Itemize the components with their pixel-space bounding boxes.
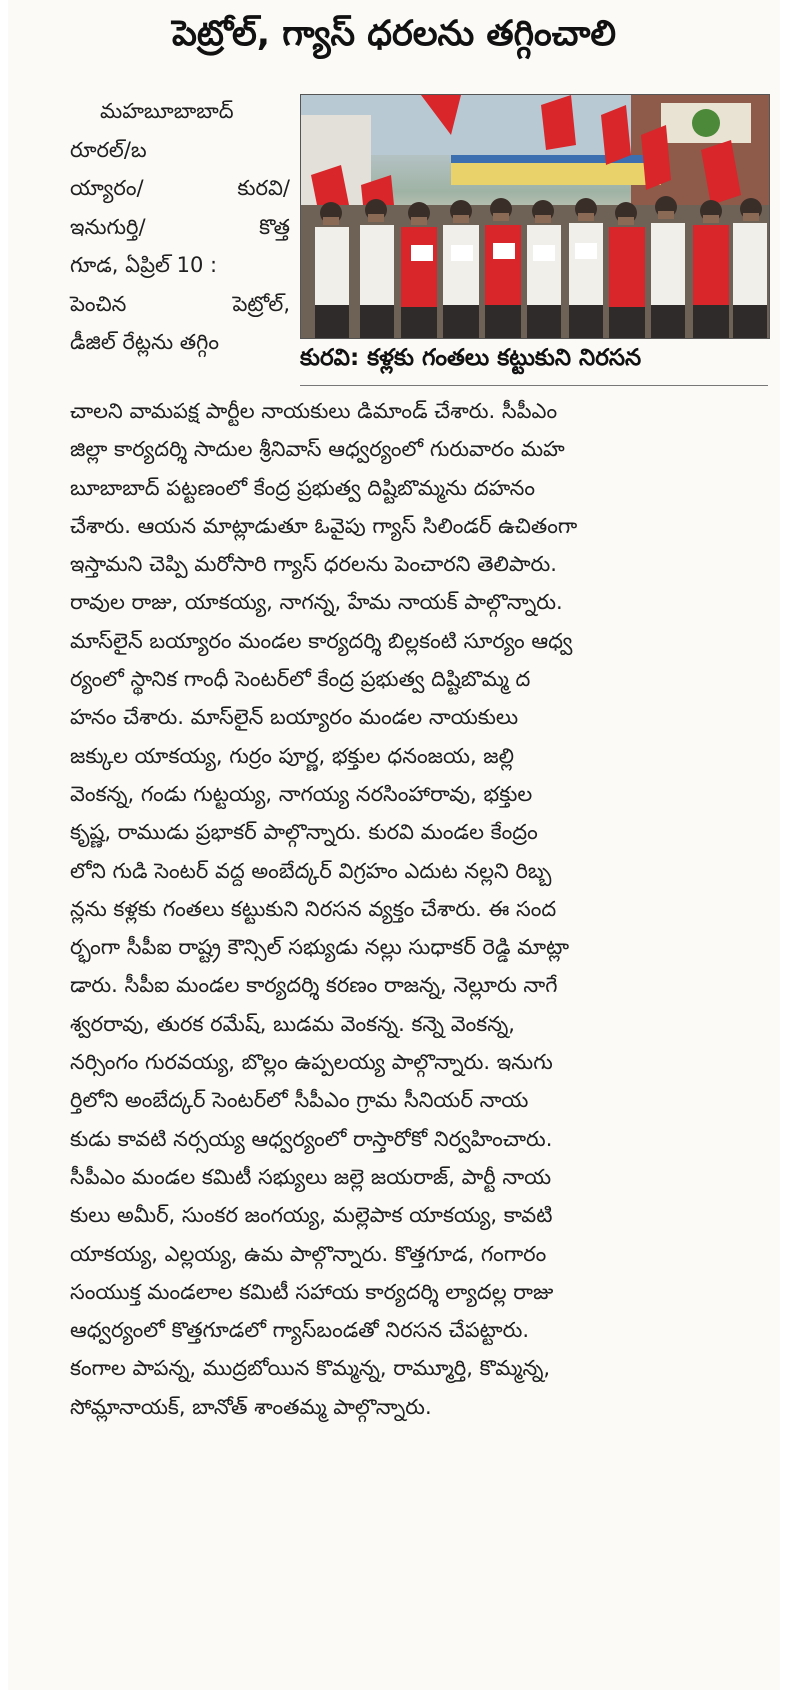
lead-line [70,169,290,208]
lead-line [70,323,290,362]
lead-word: కొత్త [259,214,290,239]
photo-caption: కురవి: కళ్లకు గంతలు కట్టుకుని నిరసన [300,345,642,371]
body-line: మాస్‌లైన్ బయ్యారం మండల కార్యదర్శి బిల్లకంటి సూర్యం ఆధ్వ [70,628,573,653]
body-line: కంగాల పాపన్న, ముద్రబోయిన కొమ్మన్న, రామ్మూర్తి, కొమ్మన్న, [70,1356,551,1381]
body-line: సోమ్లానాయక్, బానోత్ శాంతమ్మ పాల్గొన్నారు. [70,1394,432,1419]
body-line: జక్కుల యాకయ్య, గుర్రం పూర్ణ, భక్తుల ధనంజయ, జల్లి [70,743,515,768]
protest-photo [300,94,770,339]
article-body [70,392,768,1426]
body-line: న్లను కళ్లకు గంతలు కట్టుకుని నిరసన వ్యక్తం చేశారు. ఈ సంద [70,896,557,921]
body-line: ర్భంగా సీపీఐ రాష్ట్ర కౌన్సిల్ సభ్యుడు నల్లు సుధాకర్ రెడ్డి మాట్లా [70,935,570,960]
lead-word: గూడ, ఏప్రిల్ 10 : [70,253,218,277]
lead-word: డీజిల్ రేట్లను తగ్గిం [70,330,220,354]
lead-word: రూరల్/బ [70,137,147,162]
body-line: హనం చేశారు. మాస్‌లైన్ బయ్యారం మండల నాయకులు [70,705,519,730]
lead-line [70,246,290,285]
body-line: ఇస్తామని చెప్పి మరోసారి గ్యాస్ ధరలను పెంచారని తెలిపారు. [70,552,557,577]
lead-line [70,208,290,247]
body-line: రావుల రాజు, యాకయ్య, నాగన్న, హేమ నాయక్ పాల్గొన్నారు. [70,590,563,615]
lead-word: పెట్రోల్, [232,291,290,316]
lead-line [70,92,290,131]
body-line: ర్తిలోని అంబేద్కర్ సెంటర్‌లో సీపీఎం గ్రామ సీనియర్ నాయ [70,1088,529,1113]
body-line: యాకయ్య, ఎల్లయ్య, ఉమ పాల్గొన్నారు. కొత్తగూడ, గంగారం [70,1241,547,1266]
body-line: బూబాబాద్ పట్టణంలో కేంద్ర ప్రభుత్వ దిష్టిబొమ్మను దహనం [70,475,536,500]
caption-divider [300,385,768,386]
body-line: లోని గుడి సెంటర్ వద్ద అంబేద్కర్ విగ్రహం ఎదుట నల్లని రిబ్బ [70,858,552,883]
lead-line [70,131,290,170]
body-line: కృష్ణ, రాముడు ప్రభాకర్ పాల్గొన్నారు. కురవి మండల కేంద్రం [70,820,538,845]
article-headline: పెట్రోల్, గ్యాస్ ధరలను తగ్గించాలి [171,14,617,54]
body-line: సంయుక్త మండలాల కమిటీ సహాయ కార్యదర్శి ల్యాదల్ల రాజు [70,1279,554,1304]
body-line: డారు. సీపీఐ మండల కార్యదర్శి కరణం రాజన్న, నెల్లూరు నాగే [70,973,558,998]
lead-word: ఇనుగుర్తి/ [70,214,146,239]
lead-word: పెంచిన [70,291,127,316]
body-line: చేశారు. ఆయన మాట్లాడుతూ ఓవైపు గ్యాస్ సిలిండర్ ఉచితంగా [70,513,578,538]
body-line: కుడు కావటి నర్సయ్య ఆధ్వర్యంలో రాస్తారోకో నిర్వహించారు. [70,1126,553,1151]
body-line: శ్వరరావు, తురక రమేష్, బుడమ వెంకన్న. కన్నె వెంకన్న, [70,1011,515,1036]
body-line: చాలని వామపక్ష పార్టీల నాయకులు డిమాండ్ చేశారు. సీపీఎం [70,399,558,423]
body-line: జిల్లా కార్యదర్శి సాదుల శ్రీనివాస్ ఆధ్వర్యంలో గురువారం మహ [70,437,565,462]
body-line: ర్యంలో స్థానిక గాంధీ సెంటర్‌లో కేంద్ర ప్రభుత్వ దిష్టిబొమ్మ ద [70,667,531,692]
body-line: సీపీఎం మండల కమిటీ సభ్యులు జల్లె జయరాజ్, పార్టీ నాయ [70,1164,552,1189]
newspaper-clipping [8,0,780,1690]
lead-word: కురవి/ [237,176,290,200]
lead-word: య్యారం/ [70,176,144,200]
lead-word: మహబూబాబాద్ [100,99,234,123]
body-line: వెంకన్న, గండు గుట్టయ్య, నాగయ్య నరసింహారావు, భక్తుల [70,781,533,806]
lead-line [70,285,290,324]
lead-paragraph [70,92,290,362]
body-line: ఆధ్వర్యంలో కొత్తగూడలో గ్యాస్‌బండతో నిరసన చేపట్టారు. [70,1318,530,1343]
body-line: కులు అమీర్, సుంకర జంగయ్య, మల్లెపాక యాకయ్య, కావటి [70,1203,553,1228]
protest-photo-illustration [301,95,769,338]
body-line: నర్సింగం గురవయ్య, బొల్లం ఉప్పలయ్య పాల్గొన్నారు. ఇనుగు [70,1050,553,1075]
